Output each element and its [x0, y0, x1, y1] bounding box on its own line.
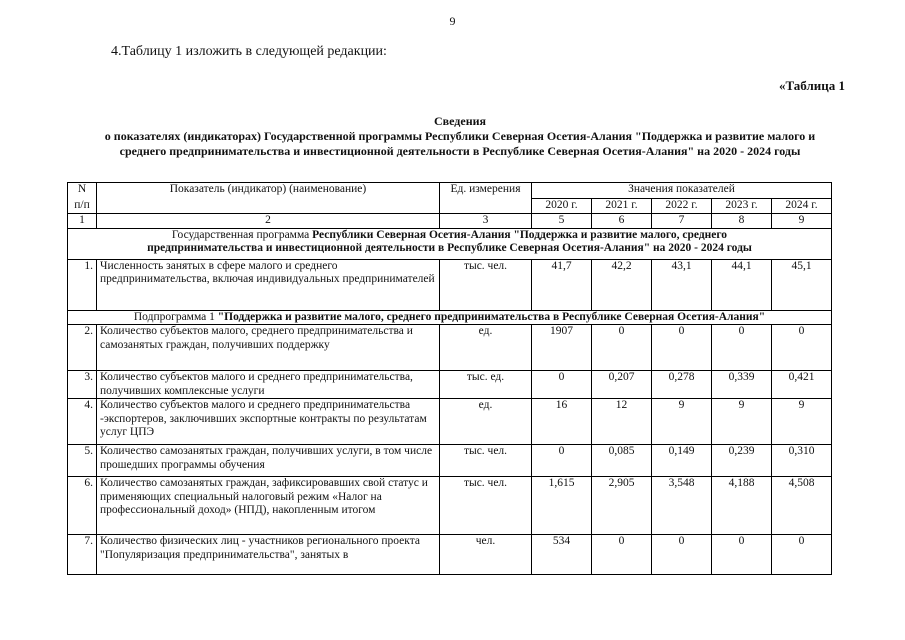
- value-cell: 0: [772, 535, 832, 575]
- unit-cell: тыс. чел.: [440, 445, 532, 477]
- column-number: 3: [440, 214, 532, 229]
- header-year: 2022 г.: [652, 199, 712, 214]
- subprogram-cell: [68, 310, 832, 325]
- table-row: [68, 371, 832, 399]
- subprogram-label: Подпрограмма 1: [133, 310, 218, 323]
- value-cell: 0,085: [592, 445, 652, 477]
- header-indicator: Показатель (индикатор) (наименование): [97, 183, 440, 214]
- value-cell: 0,239: [712, 445, 772, 477]
- indicator-name: Количество самозанятых граждан, зафиксировавших свой статус и применяющих специальный налоговый режим «Налог на профессиональный доход» (НПД), накопленным итогом: [97, 477, 440, 535]
- intro-text: 4.Таблицу 1 изложить в следующей редакции:: [111, 44, 387, 59]
- row-number: 7.: [68, 535, 97, 575]
- column-number: 8: [712, 214, 772, 229]
- value-cell: 9: [652, 399, 712, 445]
- heading-title: Сведения: [433, 114, 487, 128]
- table-heading: [40, 114, 880, 159]
- value-cell: 16: [532, 399, 592, 445]
- header-n-bottom: п/п: [68, 199, 97, 214]
- column-number: 2: [97, 214, 440, 229]
- value-cell: 45,1: [772, 259, 832, 310]
- row-number: 3.: [68, 371, 97, 399]
- value-cell: 0,339: [712, 371, 772, 399]
- indicator-name: Количество субъектов малого, среднего предпринимательства и самозанятых граждан, получивших поддержку: [97, 325, 440, 371]
- indicator-name: Количество субъектов малого и среднего предпринимательства -экспортеров, заключивших экспортные контракты по результатам услуг ЦПЭ: [97, 399, 440, 445]
- unit-cell: тыс. чел.: [440, 477, 532, 535]
- table-row: [68, 535, 832, 575]
- table-row: [68, 477, 832, 535]
- column-number: 7: [652, 214, 712, 229]
- value-cell: 534: [532, 535, 592, 575]
- indicator-name: Количество субъектов малого и среднего предпринимательства, получивших комплексные услуги: [97, 371, 440, 399]
- subprogram-title: "Поддержка и развитие малого, среднего предпринимательства в Республике Северная Осетия-Алания": [217, 310, 766, 323]
- value-cell: 44,1: [712, 259, 772, 310]
- header-n-top: N: [68, 183, 97, 199]
- value-cell: 42,2: [592, 259, 652, 310]
- header-year: 2021 г.: [592, 199, 652, 214]
- program-title-cont: предпринимательства и инвестиционной деятельности в Республике Северная Осетия-Алания" на 2020 - 2024 годы: [147, 242, 752, 254]
- value-cell: 2,905: [592, 477, 652, 535]
- value-cell: 0: [532, 445, 592, 477]
- column-number: 9: [772, 214, 832, 229]
- value-cell: 0: [772, 325, 832, 371]
- table-row: [68, 445, 832, 477]
- value-cell: 4,188: [712, 477, 772, 535]
- heading-line-2: о показателях (индикаторах) Государственной программы Республики Северная Осетия-Алания "Поддержка и развитие малого и: [104, 129, 816, 143]
- value-cell: 0,149: [652, 445, 712, 477]
- column-number: 1: [68, 214, 97, 229]
- value-cell: 0,278: [652, 371, 712, 399]
- value-cell: 12: [592, 399, 652, 445]
- header-year: 2024 г.: [772, 199, 832, 214]
- table-row: [68, 399, 832, 445]
- program-label: Государственная программа: [171, 228, 313, 241]
- value-cell: 0: [712, 535, 772, 575]
- value-cell: 0: [592, 535, 652, 575]
- unit-cell: ед.: [440, 399, 532, 445]
- value-cell: 0: [592, 325, 652, 371]
- indicator-name: Численность занятых в сфере малого и среднего предпринимательства, включая индивидуальных предпринимателей: [97, 259, 440, 310]
- header-year: 2020 г.: [532, 199, 592, 214]
- row-number: 4.: [68, 399, 97, 445]
- heading-line-3: среднего предпринимательства и инвестиционной деятельности в Республике Северная Осетия-Алания" на 2020 - 2024 годы: [119, 144, 801, 158]
- program-title: Республики Северная Осетия-Алания "Поддержка и развитие малого, среднего: [312, 228, 728, 241]
- header-unit: Ед. измерения: [440, 183, 532, 214]
- value-cell: 0,310: [772, 445, 832, 477]
- unit-cell: тыс. ед.: [440, 371, 532, 399]
- value-cell: 4,508: [772, 477, 832, 535]
- value-cell: 9: [712, 399, 772, 445]
- value-cell: 0,421: [772, 371, 832, 399]
- unit-cell: чел.: [440, 535, 532, 575]
- column-number: 5: [532, 214, 592, 229]
- header-values: Значения показателей: [532, 183, 832, 199]
- value-cell: 3,548: [652, 477, 712, 535]
- table-row: [68, 259, 832, 310]
- page-number: 9: [449, 14, 456, 28]
- row-number: 1.: [68, 259, 97, 310]
- value-cell: 1907: [532, 325, 592, 371]
- row-number: 6.: [68, 477, 97, 535]
- header-year: 2023 г.: [712, 199, 772, 214]
- value-cell: 0: [652, 535, 712, 575]
- unit-cell: ед.: [440, 325, 532, 371]
- table-row: [68, 325, 832, 371]
- value-cell: 0: [712, 325, 772, 371]
- program-section-row: [68, 228, 832, 259]
- unit-cell: тыс. чел.: [440, 259, 532, 310]
- value-cell: 41,7: [532, 259, 592, 310]
- column-number: 6: [592, 214, 652, 229]
- value-cell: 0: [532, 371, 592, 399]
- value-cell: 0: [652, 325, 712, 371]
- subprogram-row: [68, 310, 832, 325]
- row-number: 2.: [68, 325, 97, 371]
- indicators-table: [67, 182, 832, 575]
- table-reference: «Таблица 1: [778, 78, 845, 93]
- row-number: 5.: [68, 445, 97, 477]
- value-cell: 9: [772, 399, 832, 445]
- value-cell: 43,1: [652, 259, 712, 310]
- value-cell: 0,207: [592, 371, 652, 399]
- indicator-name: Количество самозанятых граждан, получивших услуги, в том числе прошедших программы обучения: [97, 445, 440, 477]
- indicator-name: Количество физических лиц - участников регионального проекта "Популяризация предпринимательства", занятых в: [97, 535, 440, 575]
- value-cell: 1,615: [532, 477, 592, 535]
